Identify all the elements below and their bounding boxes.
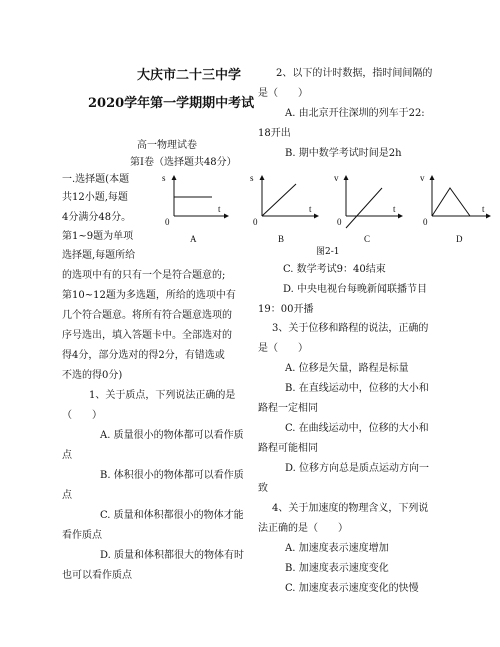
figure-caption: 图2-1 <box>316 247 340 257</box>
q4-stem: 4、关于加速度的物理含义，下列说 <box>272 503 429 514</box>
instruction-line: 一.选择题(本题 <box>62 174 130 185</box>
instruction-line: 第10~12题为多选题，所给的选项中有 <box>62 290 236 301</box>
q2-option-a: A. 由北京开往深圳的列车于22: <box>285 108 425 119</box>
graph-a-yaxis-label: s <box>162 173 166 183</box>
q3-option-b-cont: 路程一定相同 <box>258 403 318 414</box>
q3-option-c-cont: 路程可能相同 <box>258 443 318 454</box>
q4-option-b: B. 加速度表示速度变化 <box>285 563 389 574</box>
q2-option-b: B. 期中数学考试时间是2h <box>285 148 402 159</box>
instruction-line: 共12小题,每题 <box>62 192 128 203</box>
q4-stem-cont: 法正确的是（ ） <box>258 523 348 534</box>
graph-b-origin-label: 0 <box>253 217 258 227</box>
q1-option-a-cont: 点 <box>62 450 72 461</box>
q2-option-d: D. 中央电视台每晚新闻联播节目 <box>283 284 428 295</box>
q3-option-a: A. 位移是矢量，路程是标量 <box>285 363 409 374</box>
q1-option-d: D. 质量和体积都很大的物体有时 <box>100 550 245 561</box>
graph-c-origin-label: 0 <box>337 217 342 227</box>
q3-stem: 3、关于位移和路程的说法，正确的 <box>272 323 429 334</box>
graph-b-xaxis-label: t <box>309 204 312 214</box>
graph-b-yaxis-label: s <box>250 173 254 183</box>
q1-option-d-cont: 也可以看作质点 <box>62 570 132 581</box>
q1-option-c-cont: 看作质点 <box>62 530 102 541</box>
instruction-line: 几个符合题意。将所有符合题意选项的 <box>62 310 232 321</box>
graph-c-xaxis-label: t <box>393 204 396 214</box>
q3-option-b: B. 在直线运动中，位移的大小和 <box>285 383 429 394</box>
section-heading: 第Ⅰ卷（选择题共48分） <box>130 157 237 168</box>
paper-subtitle: 高一物理试卷 <box>137 140 197 151</box>
instruction-line: 的选项中有的只有一个是符合题意的; <box>62 270 226 281</box>
q1-option-b: B. 体积很小的物体都可以看作质 <box>100 470 244 481</box>
instruction-line: 4分满分48分。 <box>62 212 132 223</box>
graph-c-label: C <box>364 234 371 244</box>
graph-c-yaxis-label: v <box>334 173 339 183</box>
exam-title-line2: 2020学年第一学期期中考试 <box>88 96 255 111</box>
q3-option-d-cont: 致 <box>258 483 268 494</box>
instruction-line: 不选的得0分) <box>62 370 123 381</box>
graph-a <box>162 172 230 244</box>
graph-a-label: A <box>190 234 197 244</box>
instruction-line: 第1~9题为单项 <box>62 231 134 242</box>
graph-d-label: D <box>456 234 463 244</box>
graph-b <box>250 172 322 244</box>
graph-c <box>334 172 406 244</box>
graph-d-origin-label: 0 <box>423 217 428 227</box>
q3-option-d: D. 位移方向总是质点运动方向一 <box>285 463 430 474</box>
graph-a-origin-label: 0 <box>165 217 170 227</box>
q1-stem-blank: （ ） <box>62 410 102 421</box>
instruction-line: 得4分，部分选对的得2分，有错选或 <box>62 350 225 361</box>
graph-d-yaxis-label: v <box>420 173 425 183</box>
q4-option-a: A. 加速度表示速度增加 <box>285 543 389 554</box>
q1-option-c: C. 质量和体积都很小的物体才能 <box>100 510 244 521</box>
graph-d-xaxis-label: t <box>482 204 485 214</box>
q4-option-c: C. 加速度表示速度变化的快慢 <box>285 583 419 594</box>
instruction-line: 选择题,每题所给 <box>62 250 136 261</box>
q2-option-d-cont: 19：00开播 <box>258 304 314 315</box>
instruction-line: 序号选出，填入答题卡中。全部选对的 <box>62 330 232 341</box>
q3-option-c: C. 在曲线运动中，位移的大小和 <box>285 423 429 434</box>
q1-stem: 1、关于质点，下列说法正确的是 <box>89 390 236 401</box>
q2-option-c: C. 数学考试9：40结束 <box>283 264 386 275</box>
graph-a-xaxis-label: t <box>218 204 221 214</box>
graph-d <box>420 172 498 244</box>
graph-b-label: B <box>278 234 285 244</box>
q2-stem-blank: 是（ ） <box>258 88 308 99</box>
q1-option-b-cont: 点 <box>62 490 72 501</box>
q1-option-a: A. 质量很小的物体都可以看作质 <box>100 430 244 441</box>
q2-stem: 2、以下的计时数据，指时间间隔的 <box>276 68 433 79</box>
q2-option-a-cont: 18开出 <box>258 128 291 139</box>
exam-title-line1: 大庆市二十三中学 <box>137 68 242 83</box>
q3-stem-blank: 是（ ） <box>258 343 308 354</box>
